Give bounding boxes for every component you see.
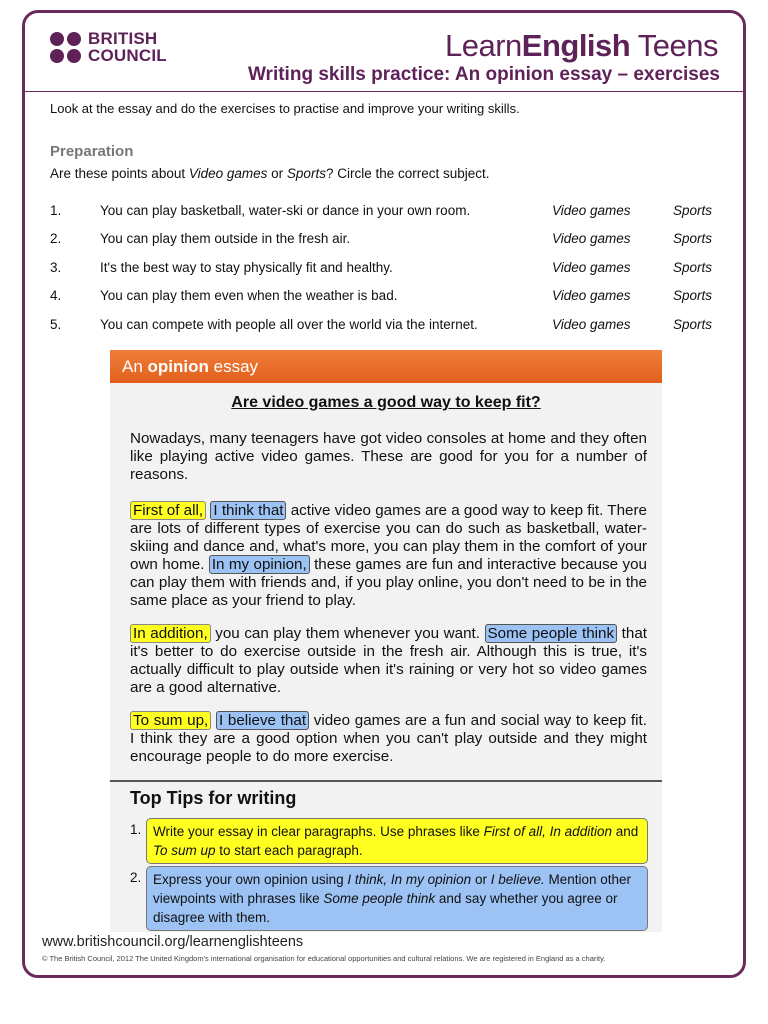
choice-sports[interactable]: Sports <box>673 231 713 246</box>
tip-number: 1. <box>130 822 142 837</box>
choice-video-games[interactable]: Video games <box>552 260 631 275</box>
page-title: Writing skills practice: An opinion essay – exercises <box>247 64 720 85</box>
british-council-logo <box>50 30 167 64</box>
exercise-item <box>50 288 730 308</box>
preparation-instruction: Are these points about Video games or Sports? Circle the correct subject. <box>50 166 490 181</box>
opinion-highlight: I think that <box>210 501 286 520</box>
choice-sports[interactable]: Sports <box>673 288 713 303</box>
essay-header-bar: An opinion essay <box>110 350 662 383</box>
logo-line-1: BRITISH <box>88 29 158 48</box>
choice-video-games[interactable]: Video games <box>552 203 631 218</box>
choice-video-games[interactable]: Video games <box>552 317 631 332</box>
item-text: It's the best way to stay physically fit and healthy. <box>100 260 393 275</box>
title-divider <box>25 91 743 92</box>
top-tips-panel <box>110 780 662 932</box>
logo-line-2: COUNCIL <box>88 46 167 65</box>
exercise-item <box>50 203 730 223</box>
tip-text: Express your own opinion using I think, In my opinion or I believe. Mention other viewpoints with phrases like Some people think and say whether you agree or disagree with them. <box>146 866 648 931</box>
linker-highlight: To sum up, <box>130 711 211 730</box>
item-text: You can play basketball, water-ski or dance in your own room. <box>100 203 471 218</box>
opinion-highlight: I believe that <box>216 711 309 730</box>
opinion-highlight: In my opinion, <box>209 555 310 574</box>
opinion-highlight: Some people think <box>485 624 618 643</box>
opinion-essay-panel <box>110 350 662 782</box>
brand-teens: Teens <box>630 28 718 63</box>
preparation-heading: Preparation <box>50 143 134 160</box>
exercise-item <box>50 317 730 337</box>
brand-learn: Learn <box>444 28 522 63</box>
choice-sports[interactable]: Sports <box>673 317 713 332</box>
choice-video-games[interactable]: Video games <box>552 231 631 246</box>
essay-paragraph-1: Nowadays, many teenagers have got video consoles at home and they often like playing active video games. These are good for you for a number of reasons. <box>130 430 647 483</box>
intro-text: Look at the essay and do the exercises to practise and improve your writing skills. <box>50 101 520 116</box>
footer-legal-text: © The British Council, 2012 The United Kingdom's international organisation for educational opportunities and cultural relations. We are registered in England as a charity. <box>42 954 606 963</box>
brand-english: English <box>521 28 631 63</box>
tips-heading: Top Tips for writing <box>130 788 297 808</box>
item-number: 4. <box>50 288 62 303</box>
linker-highlight: First of all, <box>130 501 206 520</box>
item-text: You can compete with people all over the world via the internet. <box>100 317 478 332</box>
learnenglish-teens-brand <box>445 28 718 64</box>
linker-highlight: In addition, <box>130 624 211 643</box>
essay-title: Are video games a good way to keep fit? <box>231 394 541 411</box>
logo-dots-icon <box>50 32 81 63</box>
item-number: 1. <box>50 203 62 218</box>
choice-video-games[interactable]: Video games <box>552 288 631 303</box>
tip-text: Write your essay in clear paragraphs. Use phrases like First of all, In addition and To sum up to start each paragraph. <box>146 818 648 864</box>
footer-url-link[interactable]: www.britishcouncil.org/learnenglishteens <box>42 934 304 950</box>
item-number: 3. <box>50 260 62 275</box>
essay-paragraph-2: First of all, I think that active video games are a good way to keep fit. There are lots of different types of exercise you can do such as basketball, water-skiing and dance and, what's more, you can play them in the comfort of your own home. In my opinion, these games are fun and interactive because you can play them with friends and, if you play online, you don't need to be in the same place as your friend to play. <box>130 502 647 609</box>
exercise-item <box>50 231 730 251</box>
choice-sports[interactable]: Sports <box>673 260 713 275</box>
tip-number: 2. <box>130 870 142 885</box>
item-number: 2. <box>50 231 62 246</box>
item-text: You can play them outside in the fresh air. <box>100 231 351 246</box>
essay-paragraph-4: To sum up, I believe that video games are a fun and social way to keep fit. I think they are a good option when you can't play outside and they might encourage people to do more exercise. <box>130 712 647 765</box>
item-number: 5. <box>50 317 62 332</box>
item-text: You can play them even when the weather is bad. <box>100 288 398 303</box>
essay-paragraph-3: In addition, you can play them whenever you want. Some people think that it's better to do exercise outside in the fresh air. Although this is true, it's actually difficult to play outside when it's raining or very hot so video games are a good alternative. <box>130 625 647 696</box>
exercise-item <box>50 260 730 280</box>
choice-sports[interactable]: Sports <box>673 203 713 218</box>
